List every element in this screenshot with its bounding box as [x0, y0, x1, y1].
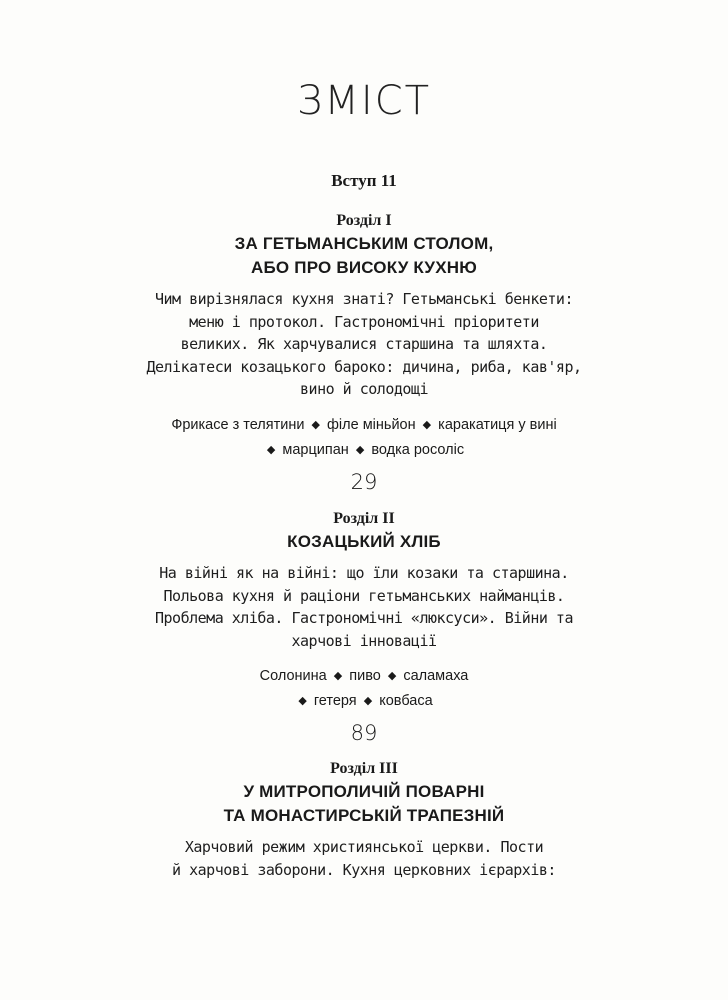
diamond-separator-icon: ◆: [387, 670, 397, 682]
diamond-separator-icon: ◆: [311, 418, 320, 431]
chapter-3: [0, 758, 728, 881]
chapter-2: [0, 508, 728, 748]
chapter-label: Розділ ІІ: [333, 510, 395, 527]
dish-line: [0, 438, 728, 463]
dish-list: [0, 413, 728, 463]
page-title: ЗМІСТ: [296, 78, 432, 124]
intro-entry: Вступ 11: [331, 171, 397, 190]
diamond-separator-icon: ◆: [422, 418, 432, 431]
description-line: Проблема хліба. Гастрономічні «люксуси». Війни та: [154, 609, 573, 627]
chapter-title: [0, 530, 728, 554]
chapter-description: [0, 288, 728, 401]
page-number: 29: [350, 469, 378, 494]
page-number: 89: [350, 721, 378, 745]
diamond-separator-icon: ◆: [355, 443, 365, 456]
diamond-separator-icon: ◆: [333, 670, 343, 682]
dish-item: Фрикасе з телятини: [171, 416, 305, 433]
chapter-description: [0, 562, 728, 652]
dish-line: [0, 689, 728, 714]
dish-item: водка росоліс: [371, 441, 465, 458]
chapter-1: [0, 210, 728, 497]
description-line: великих. Як харчувалися старшина та шляхта.: [180, 335, 548, 353]
chapter-label: Розділ І: [336, 212, 392, 229]
description-line: На війні як на війні: що їли козаки та старшина.: [159, 564, 569, 582]
dish-item: філе міньйон: [327, 416, 416, 433]
description-line: Делікатеси козацького бароко: дичина, риба, кав'яр,: [146, 357, 582, 376]
chapter-title: [0, 780, 728, 828]
dish-item: пиво: [349, 668, 381, 684]
chapter-title-line: КОЗАЦЬКИЙ ХЛІБ: [287, 532, 441, 551]
dish-item: Солонина: [259, 668, 327, 684]
dish-line: [0, 413, 728, 438]
diamond-separator-icon: ◆: [363, 695, 373, 707]
dish-list: [0, 664, 728, 714]
chapter-label: Розділ ІІІ: [330, 760, 398, 777]
chapter-description: [0, 836, 728, 881]
description-line: Харчовий режим християнської церкви. Пости: [184, 838, 544, 856]
chapter-title-line: АБО ПРО ВИСОКУ КУХНЮ: [251, 258, 477, 277]
description-line: вино й солодощі: [300, 380, 428, 398]
dish-item: марципан: [282, 441, 349, 458]
description-line: харчові інновації: [291, 631, 437, 650]
dish-item: ковбаса: [379, 693, 433, 709]
chapter-title-line: ЗА ГЕТЬМАНСЬКИМ СТОЛОМ,: [234, 234, 494, 253]
dish-item: гетеря: [313, 693, 357, 709]
dish-item: саламаха: [403, 668, 469, 684]
description-line: Польова кухня й раціони гетьманських найманців.: [163, 586, 565, 605]
chapter-title-line: ТА МОНАСТИРСЬКІЙ ТРАПЕЗНІЙ: [223, 806, 505, 825]
chapter-title-line: У МИТРОПОЛИЧІЙ ПОВАРНІ: [243, 782, 485, 801]
description-line: меню і протокол. Гастрономічні пріоритети: [189, 312, 539, 331]
diamond-separator-icon: ◆: [266, 443, 276, 456]
dish-item: каракатиця у вині: [438, 416, 557, 433]
description-line: й харчові заборони. Кухня церковних ієрархів:: [172, 860, 556, 879]
chapter-title: [0, 232, 728, 280]
description-line: Чим вирізнялася кухня знаті? Гетьманські бенкети:: [154, 290, 573, 308]
diamond-separator-icon: ◆: [298, 695, 307, 707]
dish-line: [0, 664, 728, 689]
